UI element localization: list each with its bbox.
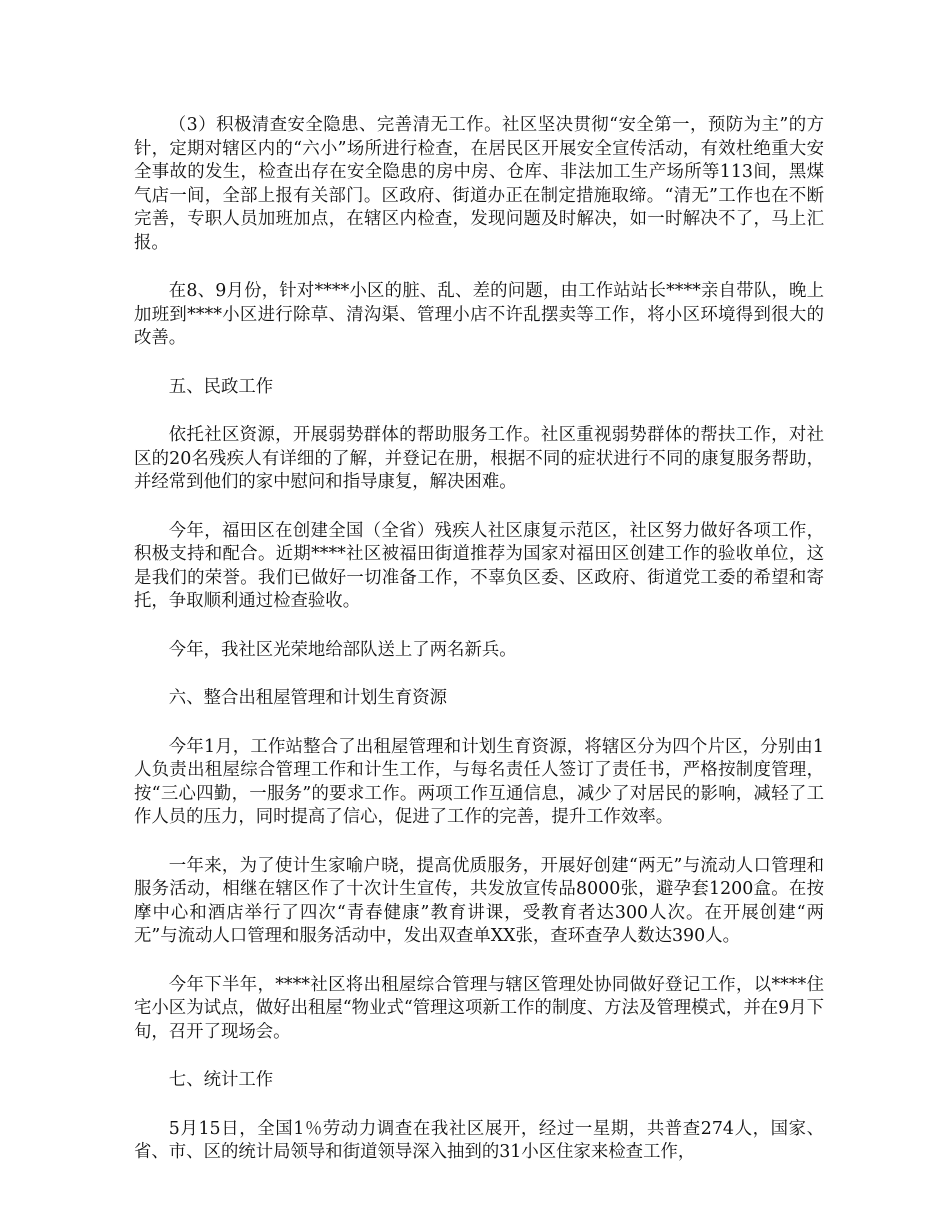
paragraph-family-planning-campaign: 一年来，为了使计生家喻户晓，提高优质服务，开展好创建“两无”与流动人口管理和服务活动，相继在辖区作了十次计生宣传，共发放宣传品8000张，避孕套1200盒。在按摩中心和酒店举行了四次“青春健康”教育讲课，受教育者达300人次。在开展创建“两无”与流动人口管理和服务活动中，发出双查单XX张，查环查孕人数达390人。 xyxy=(134,855,824,946)
section-heading-civil-affairs: 五、民政工作 xyxy=(168,376,274,397)
paragraph-vulnerable-groups: 依托社区资源，开展弱势群体的帮助服务工作。社区重视弱势群体的帮扶工作，对社区的20名残疾人有详细的了解，并登记在册，根据不同的症状进行不同的康复服务帮助，并经常到他们的家中慰问和指导康复，解决困难。 xyxy=(134,425,824,492)
document-page xyxy=(134,114,824,1190)
paragraph-labor-survey: 5月15日，全国1％劳动力调查在我社区展开，经过一星期，共普查274人，国家、省、市、区的统计局领导和街道领导深入抽到的31小区住家来检查工作， xyxy=(134,1118,824,1162)
section-heading-statistics: 七、统计工作 xyxy=(168,1070,274,1090)
paragraph-safety-hazards: （3）积极清查安全隐患、完善清无工作。社区坚决贯彻“安全第一，预防为主”的方针，定期对辖区内的“六小”场所进行检查，在居民区开展安全宣传活动，有效杜绝重大安全事故的发生，检查出存在安全隐患的房中房、仓库、非法加工生产场所等113间，黑煤气店一间，全部上报有关部门。区政府、街道办正在制定措施取缔。“清无”工作也在不断完善，专职人员加班加点，在辖区内检查，发现问题及时解决，如一时解决不了，马上汇报。 xyxy=(134,115,824,253)
paragraph-resource-integration: 今年1月，工作站整合了出租屋管理和计划生育资源，将辖区分为四个片区，分别由1人负责出租屋综合管理工作和计生工作，与每名责任人签订了责任书，严格按制度管理，按“三心四勤，一服务”的要求工作。两项工作互通信息，减少了对居民的影响，减轻了工作人员的压力，同时提高了信心，促进了工作的完善，提升工作效率。 xyxy=(134,736,824,827)
paragraph-new-recruits: 今年，我社区光荣地给部队送上了两名新兵。 xyxy=(168,639,517,660)
paragraph-rental-registration: 今年下半年，****社区将出租屋综合管理与辖区管理处协同做好登记工作，以****住宅小区为试点，做好出租屋“物业式“管理这项新工作的制度、方法及管理模式，并在9月下旬，召开了现场会。 xyxy=(134,974,824,1042)
paragraph-rehabilitation-demo: 今年，福田区在创建全国（全省）残疾人社区康复示范区，社区努力做好各项工作，积极支持和配合。近期****社区被福田街道推荐为国家对福田区创建工作的验收单位，这是我们的荣誉。我们已做好一切准备工作，不辜负区委、区政府、街道党工委的希望和寄托，争取顺利通过检查验收。 xyxy=(134,520,824,611)
paragraph-community-cleanup: 在8、9月份，针对****小区的脏、乱、差的问题，由工作站站长****亲自带队，晚上加班到****小区进行除草、清沟渠、管理小店不许乱摆卖等工作，将小区环境得到很大的改善。 xyxy=(134,281,824,348)
section-heading-rental-family-planning: 六、整合出租屋管理和计划生育资源 xyxy=(168,688,448,708)
